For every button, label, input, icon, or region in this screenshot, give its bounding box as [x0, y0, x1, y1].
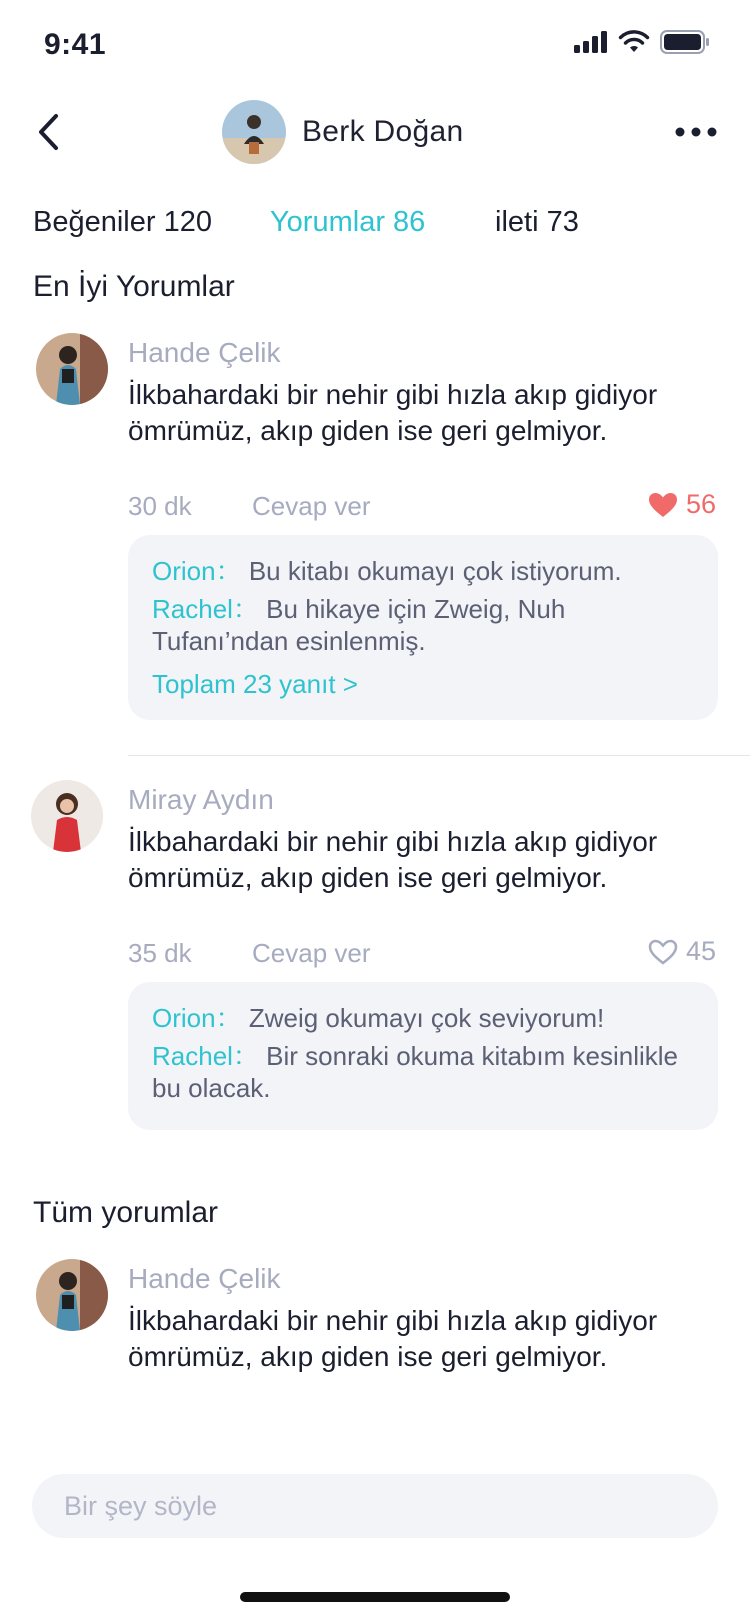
reply-box — [128, 982, 718, 1130]
user-avatar-icon — [31, 780, 103, 852]
comment-input-bar — [0, 1456, 750, 1624]
section-title-all: Tüm yorumlar — [33, 1196, 219, 1229]
header-name: Berk Doğan — [302, 115, 464, 148]
like-count: 45 — [686, 936, 717, 966]
reply-button[interactable]: Cevap ver — [252, 938, 371, 968]
like-count: 56 — [686, 489, 717, 519]
reply-line — [152, 1002, 694, 1034]
user-avatar-icon — [222, 100, 286, 164]
header-user[interactable] — [222, 100, 463, 164]
view-all-replies-link[interactable]: Toplam 23 yanıt > — [152, 669, 358, 699]
comment-author[interactable]: Hande Çelik — [128, 1263, 281, 1294]
comment-input[interactable] — [32, 1474, 718, 1538]
reply-button[interactable]: Cevap ver — [252, 491, 371, 521]
comment-author[interactable]: Hande Çelik — [128, 337, 281, 368]
avatar[interactable] — [31, 780, 103, 852]
reply-text: Bu kitabı okumayı çok istiyorum. — [248, 556, 622, 586]
cellular-signal-icon — [574, 31, 608, 53]
reply-line — [152, 555, 694, 587]
comment-text: İlkbahardaki bir nehir gibi hızla akıp gidiyor ömrümüz, akıp giden ise geri gelmiyor. — [128, 379, 658, 446]
tab-comments[interactable]: Yorumlar 86 — [270, 206, 426, 238]
avatar[interactable] — [36, 1259, 108, 1331]
comment-text: İlkbahardaki bir nehir gibi hızla akıp gidiyor ömrümüz, akıp giden ise geri gelmiyor. — [128, 826, 658, 893]
more-dots-icon — [675, 127, 717, 137]
like-button[interactable] — [648, 489, 716, 520]
wifi-icon — [618, 30, 650, 54]
chevron-left-icon — [36, 113, 60, 151]
reply-author[interactable]: Orion： — [152, 556, 242, 586]
home-indicator — [240, 1592, 510, 1602]
reply-text: Bir sonraki okuma kitabım kesinlikle bu olacak. — [152, 1041, 678, 1103]
status-icons — [574, 30, 710, 54]
header — [0, 92, 750, 172]
more-button[interactable] — [670, 112, 722, 152]
tab-posts[interactable]: ileti 73 — [495, 206, 579, 238]
avatar[interactable] — [222, 100, 286, 164]
reply-line — [152, 593, 694, 657]
comment-text: İlkbahardaki bir nehir gibi hızla akıp gidiyor ömrümüz, akıp giden ise geri gelmiyor. — [128, 1305, 658, 1372]
user-avatar-icon — [36, 1259, 108, 1331]
like-button[interactable] — [648, 936, 716, 967]
reply-author[interactable]: Orion： — [152, 1003, 242, 1033]
avatar[interactable] — [36, 333, 108, 405]
tab-likes[interactable]: Beğeniler 120 — [33, 206, 212, 238]
comment-time: 30 dk — [128, 491, 192, 521]
status-bar — [0, 0, 750, 90]
reply-line — [152, 1040, 694, 1104]
section-title-top: En İyi Yorumlar — [33, 270, 235, 303]
comment-time: 35 dk — [128, 938, 192, 968]
reply-author[interactable]: Rachel： — [152, 1041, 259, 1071]
status-time: 9:41 — [44, 28, 107, 61]
reply-box — [128, 535, 718, 720]
user-avatar-icon — [36, 333, 108, 405]
reply-text: Zweig okumayı çok seviyorum! — [248, 1003, 605, 1033]
back-button[interactable] — [28, 108, 68, 156]
heart-filled-icon — [648, 492, 678, 518]
reply-text: Bu hikaye için Zweig, Nuh Tufanı’ndan esinlenmiş. — [152, 594, 566, 656]
heart-outline-icon — [648, 939, 678, 965]
reply-author[interactable]: Rachel： — [152, 594, 259, 624]
battery-icon — [660, 30, 710, 54]
comment-author[interactable]: Miray Aydın — [128, 784, 274, 815]
divider — [128, 755, 750, 756]
